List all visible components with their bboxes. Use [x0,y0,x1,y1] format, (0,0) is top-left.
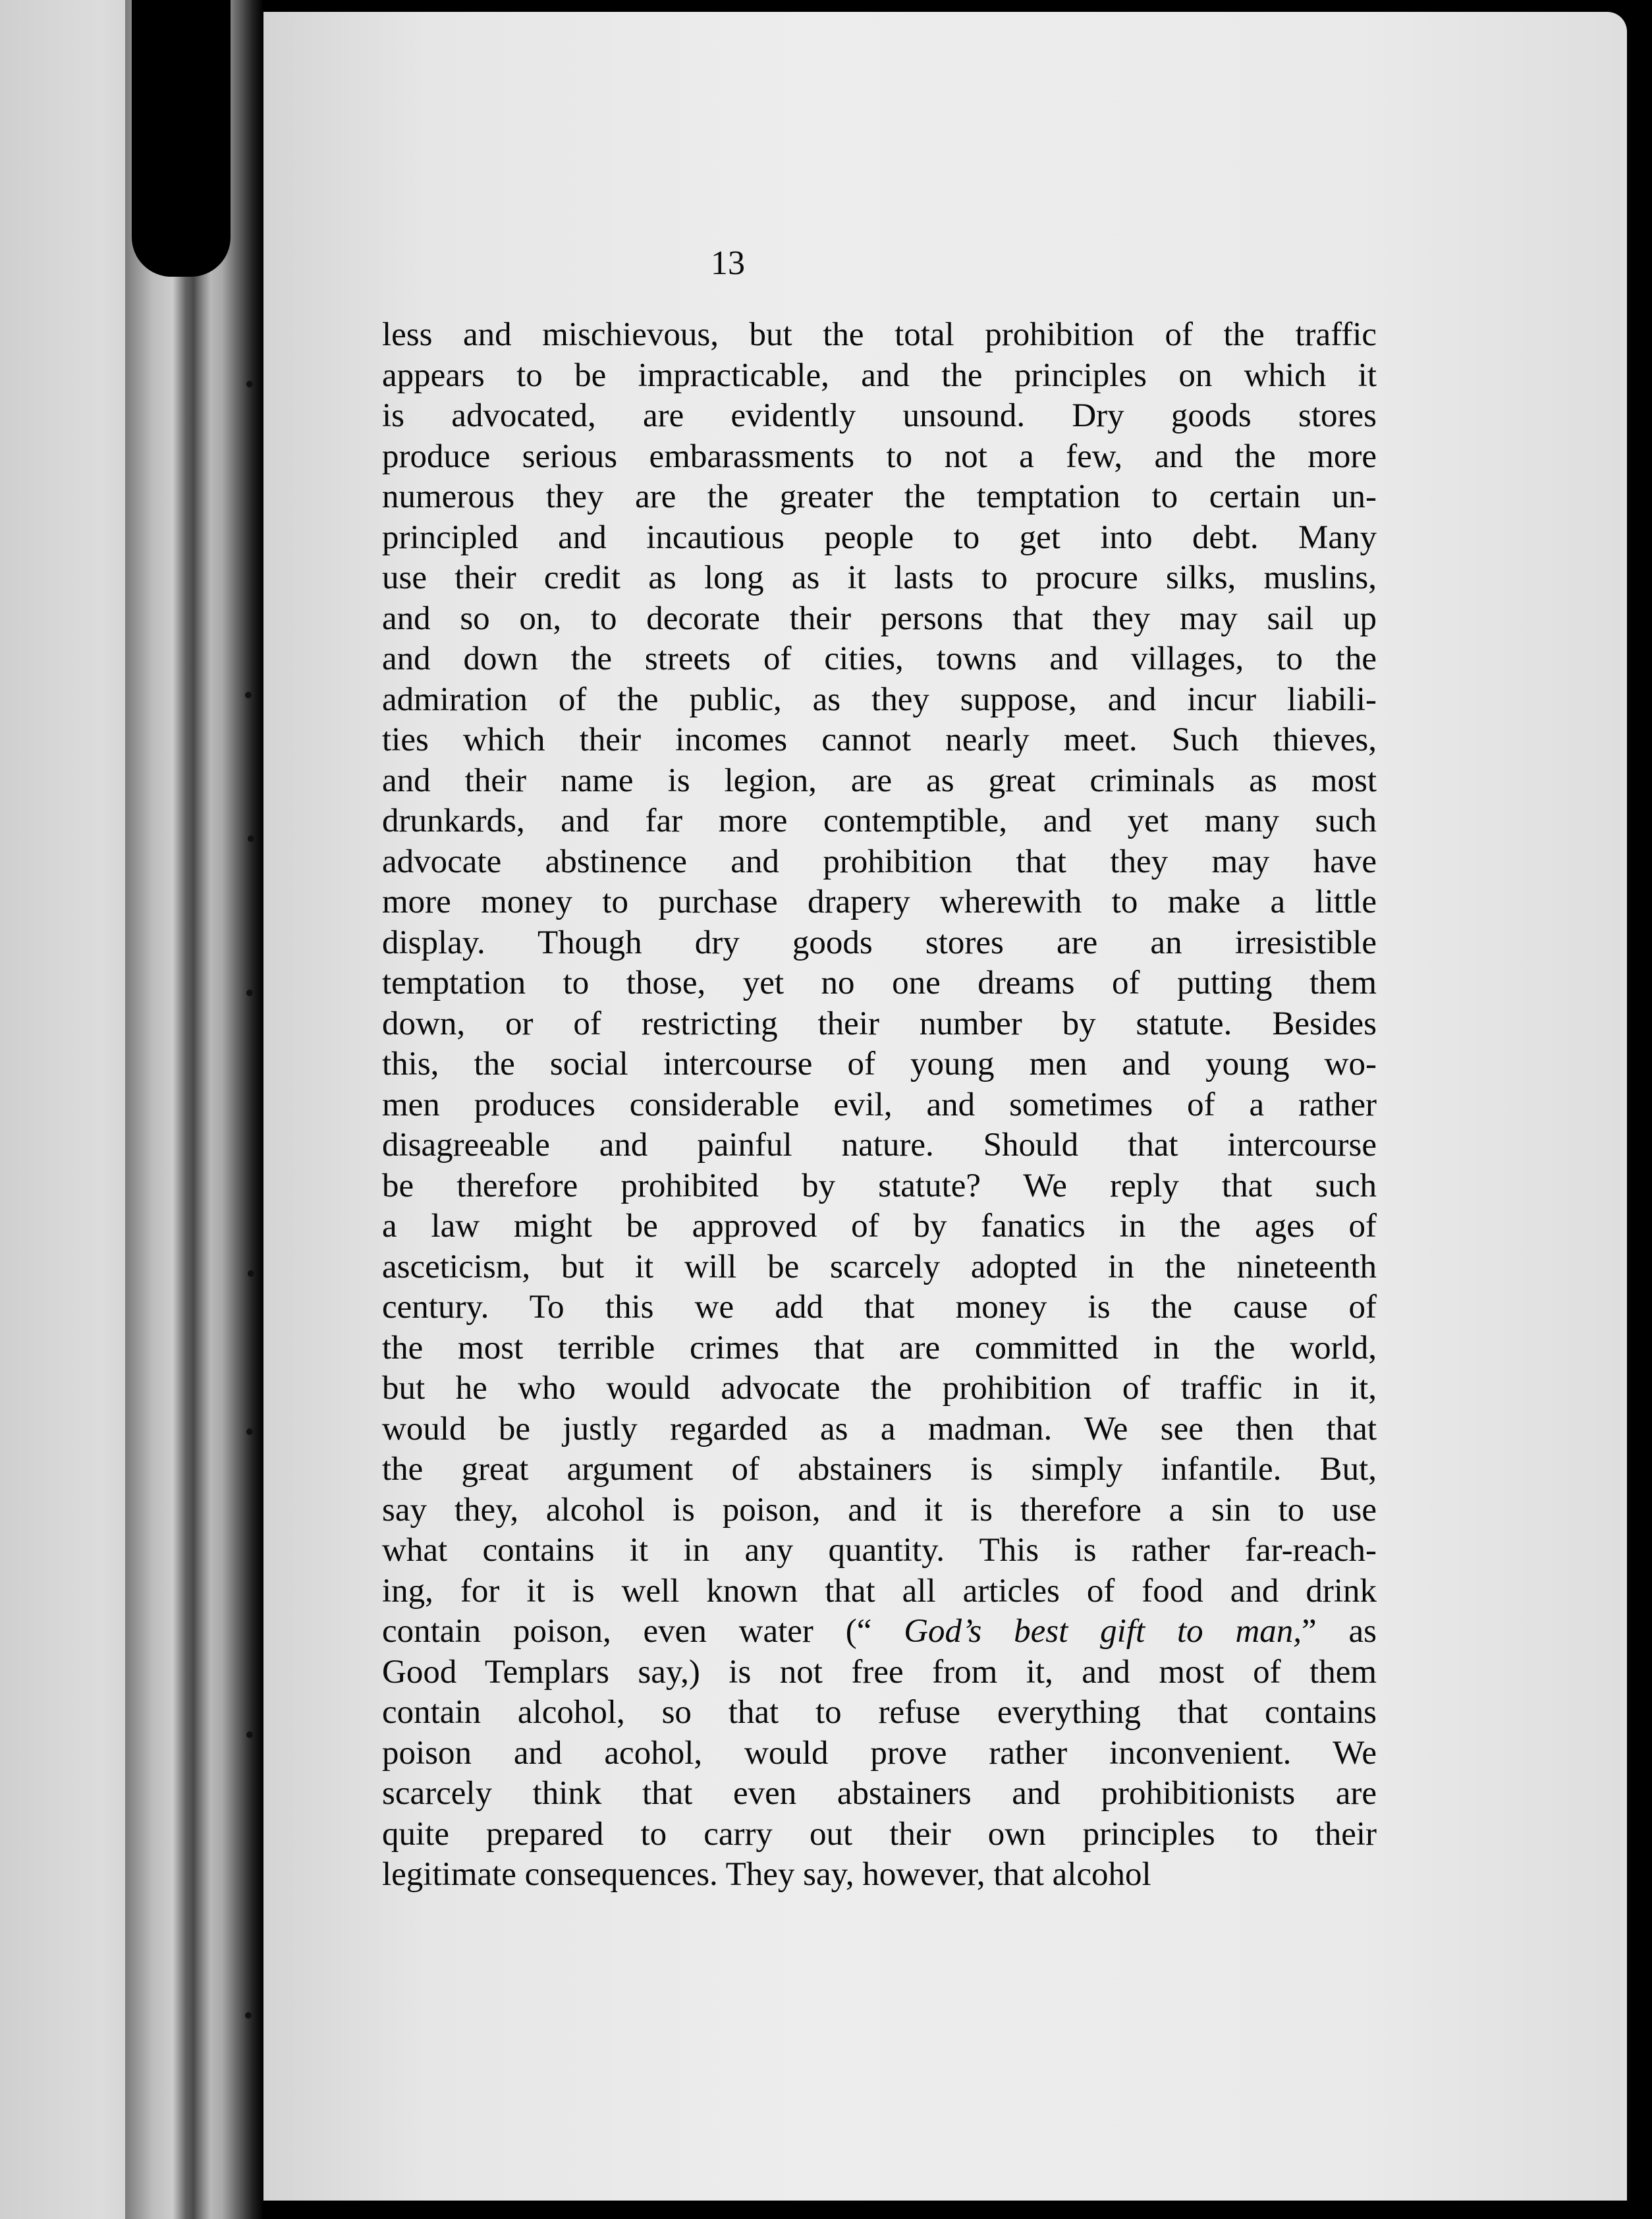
text-line: down, or of restricting their number by statute. Besides [382,1005,1377,1042]
text-line: the great argument of abstainers is simply infantile. But, [382,1451,1377,1488]
margin-speck [248,1270,254,1277]
text-line: admiration of the public, as they suppose, and incur liabili- [382,681,1377,718]
text-line: and down the streets of cities, towns and villages, to the [382,640,1377,677]
text-line-with-quote [382,1612,1377,1652]
text-line: Good Templars say,) is not free from it, and most of them [382,1653,1377,1691]
margin-speck [245,2012,252,2019]
text-line: say they, alcohol is poison, and it is therefore a sin to use [382,1491,1377,1529]
text-line: scarcely think that even abstainers and prohibitionists are [382,1775,1377,1812]
text-line: a law might be approved of by fanatics in the ages of [382,1208,1377,1245]
text-line: but he who would advocate the prohibition of traffic in it, [382,1370,1377,1407]
quote-italic-text: God’s best gift to man, [904,1613,1302,1650]
text-line: is advocated, are evidently unsound. Dry goods stores [382,397,1377,434]
text-line: advocate abstinence and prohibition that they may have [382,843,1377,880]
text-line: asceticism, but it will be scarcely adopted in the nineteenth [382,1248,1377,1285]
text-line: and so on, to decorate their persons that they may sail up [382,600,1377,637]
text-line: men produces considerable evil, and sometimes of a rather [382,1086,1377,1123]
text-line: ing, for it is well known that all articles of food and drink [382,1572,1377,1610]
binding-thread [173,0,211,2219]
book-page [263,12,1627,2201]
text-line: temptation to those, yet no one dreams of putting them [382,965,1377,1001]
text-line: produce serious embarassments to not a few, and the more [382,437,1377,475]
quote-tail-text: ” as [1302,1613,1377,1650]
text-line: principled and incautious people to get into debt. Many [382,519,1377,556]
body-text [382,315,1377,1896]
quote-lead-text: contain poison, even water (“ [382,1613,904,1650]
margin-speck [245,692,252,698]
margin-speck [246,990,253,996]
text-line: legitimate consequences. They say, however, that alcohol [382,1856,1151,1893]
text-line: use their credit as long as it lasts to procure silks, muslins, [382,559,1377,596]
text-line: this, the social intercourse of young men and young wo- [382,1046,1377,1082]
text-line: what contains it in any quantity. This is rather far-reach- [382,1532,1377,1569]
page-number: 13 [711,244,745,282]
margin-speck [246,1428,253,1435]
margin-speck [246,1731,253,1738]
margin-speck [246,381,253,387]
text-line: would be justly regarded as a madman. We see then that [382,1410,1377,1447]
binding-shadow [132,0,231,277]
text-line: disagreeable and painful nature. Should that intercourse [382,1127,1377,1164]
text-line: more money to purchase drapery wherewith to make a little [382,884,1377,920]
text-line: display. Though dry goods stores are an irresistible [382,924,1377,961]
text-line: ties which their incomes cannot nearly meet. Such thieves, [382,721,1377,758]
text-line: appears to be impracticable, and the principles on which it [382,356,1377,394]
text-line: be therefore prohibited by statute? We reply that such [382,1167,1377,1204]
text-line: numerous they are the greater the temptation to certain un- [382,478,1377,515]
text-line: poison and acohol, would prove rather inconvenient. We [382,1734,1377,1772]
text-line: quite prepared to carry out their own principles to their [382,1815,1377,1853]
text-line: the most terrible crimes that are committed in the world, [382,1329,1377,1366]
text-line: drunkards, and far more contemptible, and yet many such [382,802,1377,839]
text-line: less and mischievous, but the total prohibition of the traffic [382,316,1377,353]
text-line: contain alcohol, so that to refuse everything that contains [382,1694,1377,1731]
text-line: century. To this we add that money is the cause of [382,1289,1377,1326]
margin-speck [248,835,254,842]
text-line: and their name is legion, are as great criminals as most [382,762,1377,799]
